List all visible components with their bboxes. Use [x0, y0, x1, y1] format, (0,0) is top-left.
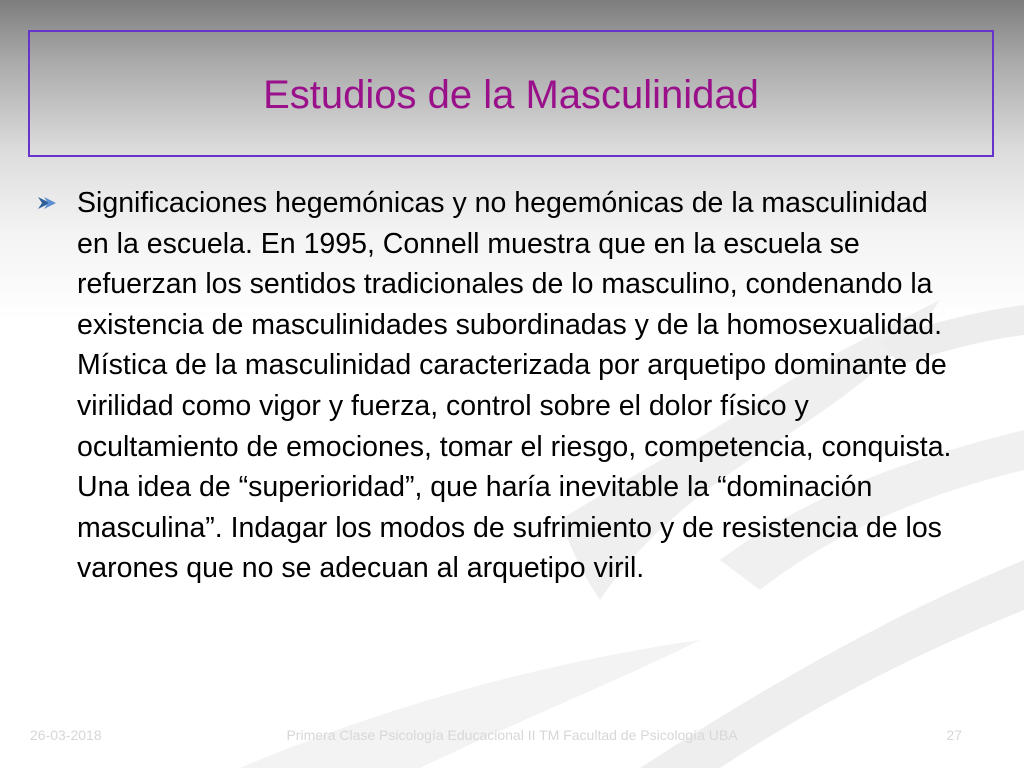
- bullet-body-text: Significaciones hegemónicas y no hegemónicas de la masculinidad en la escuela. En 1995, Connell muestra que en la escuela se refuerzan los sentidos tradicionales de lo masculino, condenando la existencia de masculinidades subordinadas y de la homosexualidad. Mística de la masculinidad caracterizada por arquetipo dominante de virilidad como vigor y fuerza, control sobre el dolor físico y ocultamiento de emociones, tomar el riesgo, competencia, conquista. Una idea de “superioridad”, que haría inevitable la “dominación masculina”. Indagar los modos de sufrimiento y de resistencia de los varones que no se adecuan al arquetipo viril.: [77, 187, 952, 585]
- footer-page-number: 27: [946, 727, 962, 743]
- footer-date: 26-03-2018: [30, 727, 102, 743]
- arrow-bullet-icon: [36, 195, 60, 211]
- slide-title: Estudios de la Masculinidad: [263, 73, 759, 117]
- title-box: [28, 30, 994, 157]
- footer-course-label: Primera Clase Psicología Educacional II TM Facultad de Psicología UBA: [286, 727, 738, 743]
